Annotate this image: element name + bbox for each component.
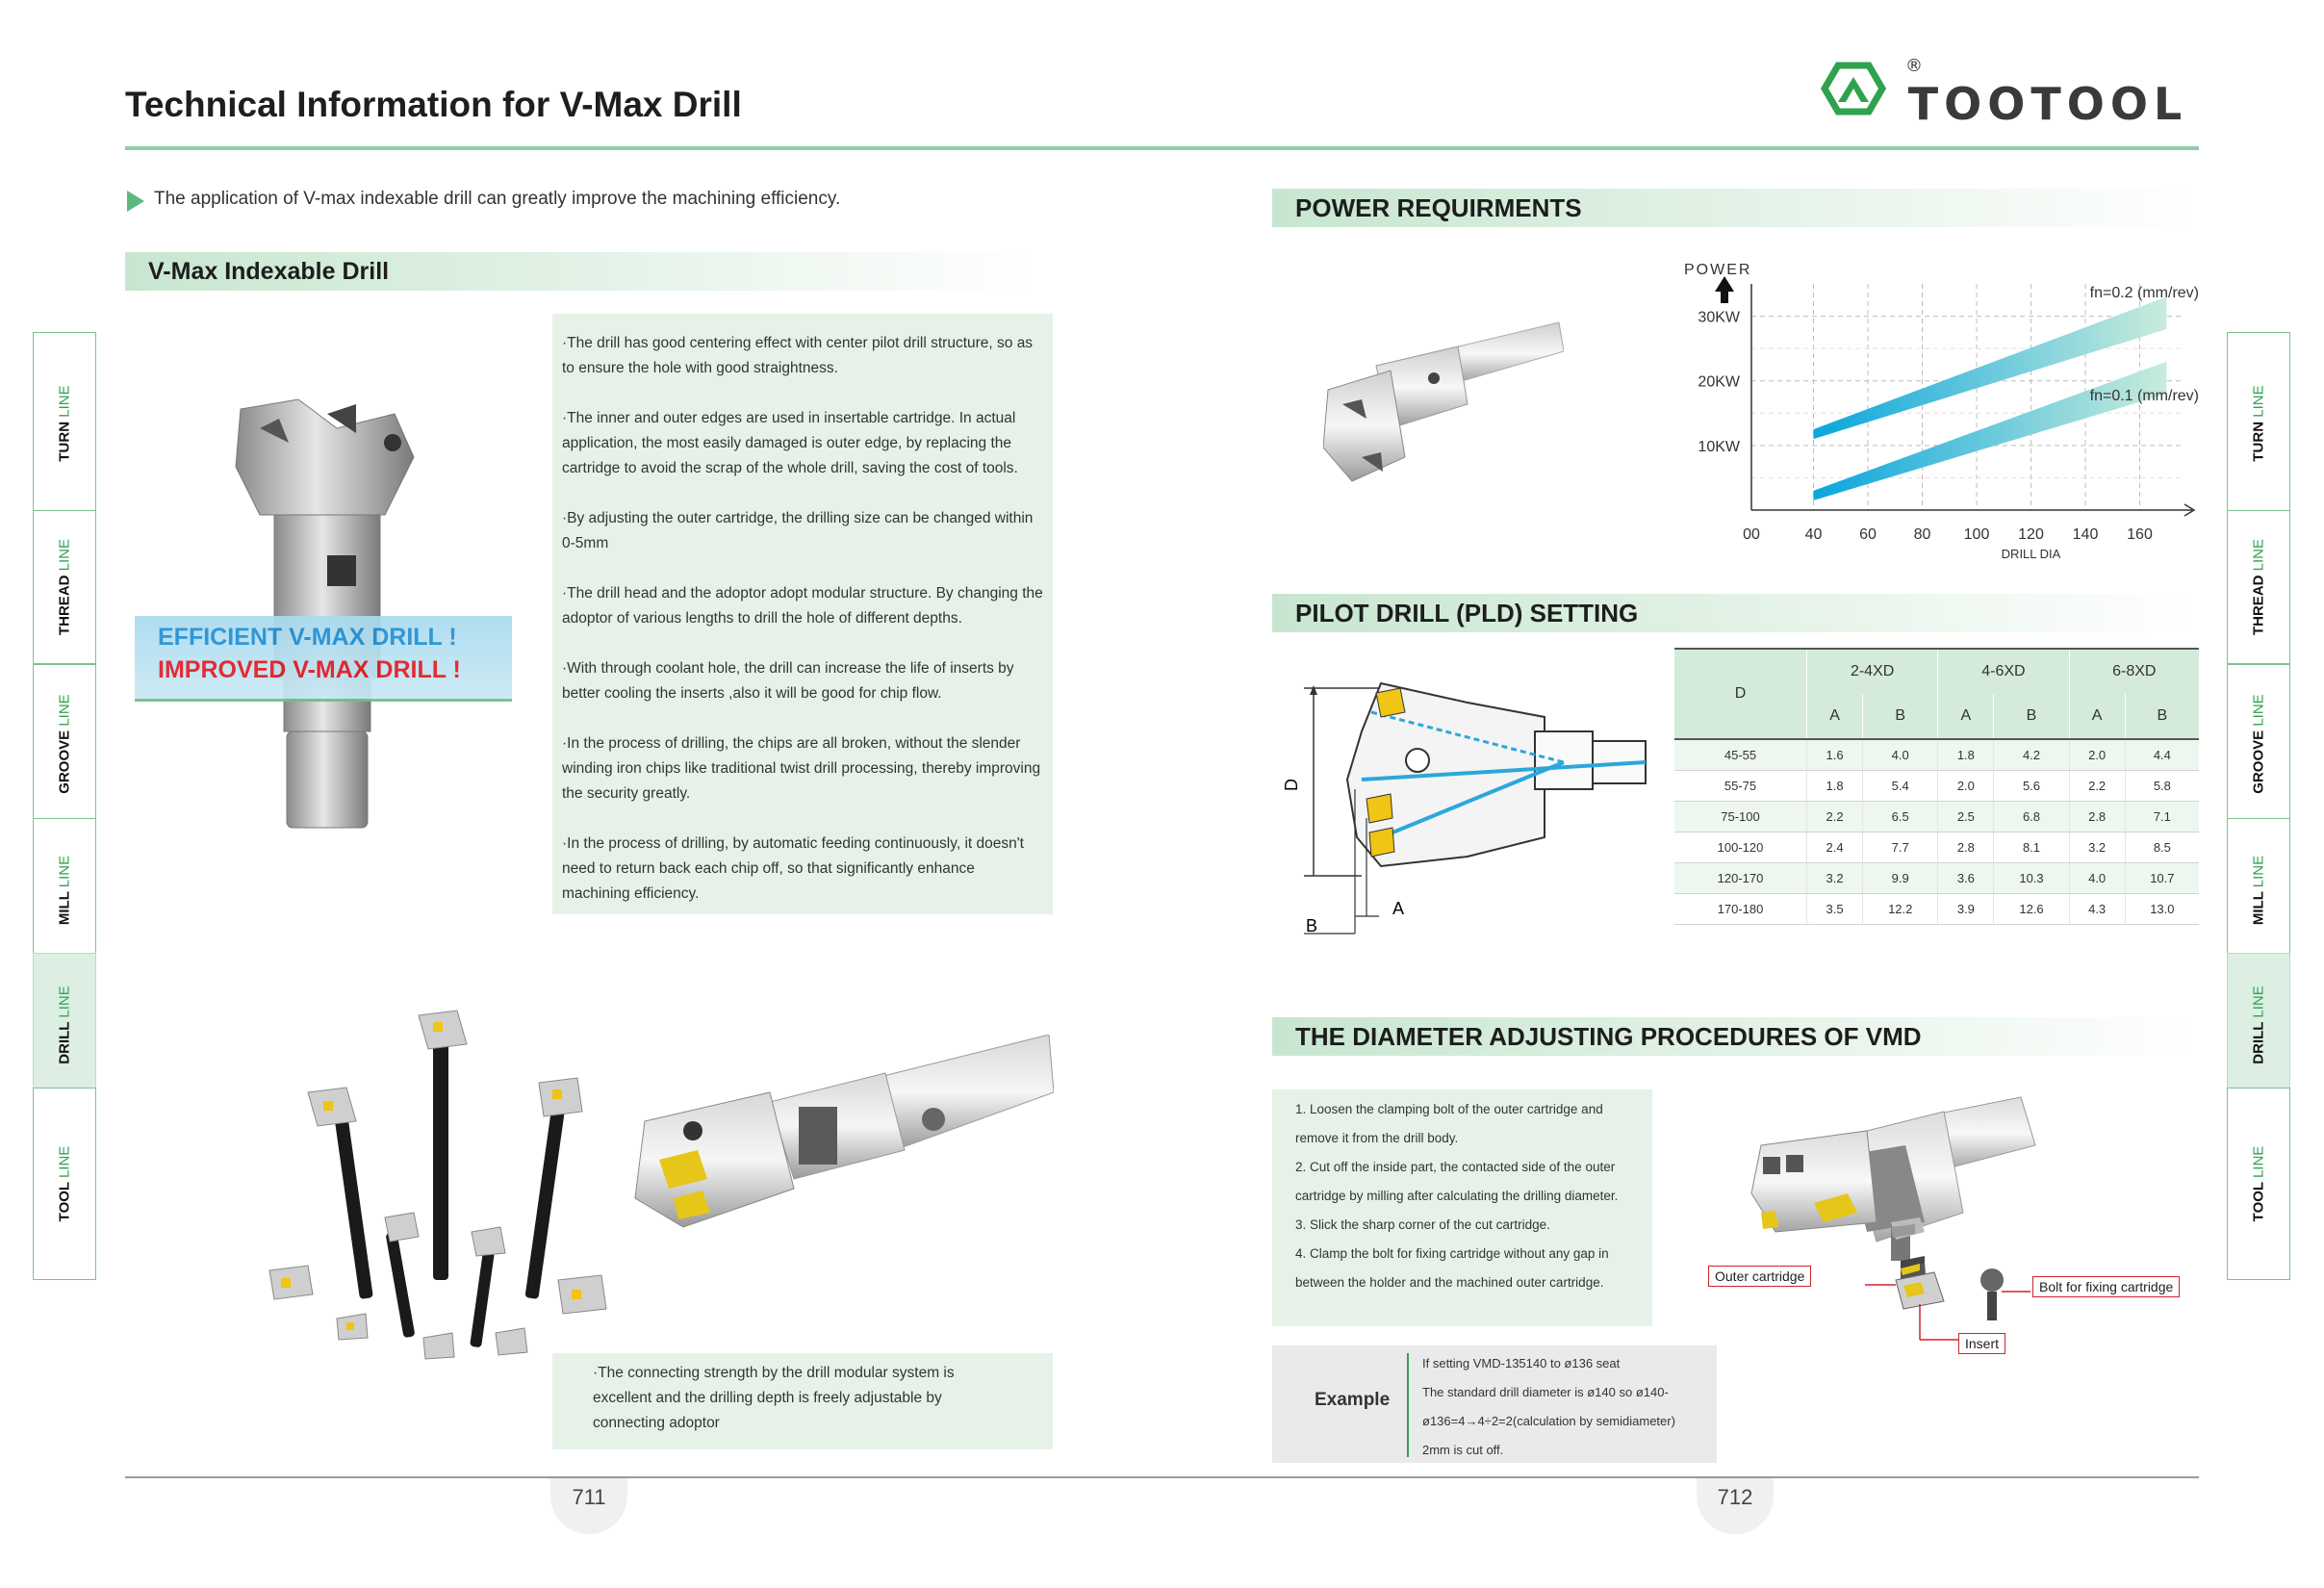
features-text xyxy=(562,331,1043,932)
feature-item: ·By adjusting the outer cartridge, the drilling size can be changed within 0-5mm xyxy=(562,510,1034,551)
feature-item: ·In the process of drilling, by automatic feeding continuously, it doesn't need to return back each chip off, so that significantly enhance machining efficiency. xyxy=(562,835,1024,902)
vmd-step: 3. Slick the sharp corner of the cut cartridge. xyxy=(1295,1217,1550,1232)
features-panel xyxy=(552,314,1053,914)
cell-value: 3.5 xyxy=(1807,894,1863,925)
tab-label-suffix: LINE xyxy=(2250,1145,2267,1179)
cell-value: 6.8 xyxy=(1994,802,2069,832)
x-tick-label: 140 xyxy=(2072,526,2099,543)
tab-label-suffix: LINE xyxy=(2250,538,2267,572)
cell-d: 75-100 xyxy=(1674,802,1807,832)
pld-table-container xyxy=(1674,648,2199,925)
vmax-drill-small-image xyxy=(1323,313,1564,496)
example-line: 2mm is cut off. xyxy=(1422,1443,1504,1457)
col-header-a: A xyxy=(2069,694,2125,739)
feature-item: ·In the process of drilling, the chips are all broken, without the slender winding iron chips like traditional twist drill processing, thereby improving the security greatly. xyxy=(562,735,1041,802)
section-title-pld: PILOT DRILL (PLD) SETTING xyxy=(1272,594,2199,632)
vmd-step: 1. Loosen the clamping bolt of the outer cartridge and remove it from the drill body. xyxy=(1295,1102,1603,1145)
page-number-right: 712 xyxy=(1697,1478,1774,1534)
tab-drill-line[interactable] xyxy=(33,953,96,1097)
section-title-vmax: V-Max Indexable Drill xyxy=(125,252,1039,291)
cell-d: 45-55 xyxy=(1674,739,1807,771)
tab-label-suffix: LINE xyxy=(56,385,73,418)
banner-line-1: EFFICIENT V-MAX DRILL ! xyxy=(158,624,457,651)
registered-mark: ® xyxy=(1905,56,1923,76)
tab-label-main: TURN xyxy=(56,421,73,462)
legend-label: fn=0.1 (mm/rev) xyxy=(2089,388,2199,404)
header-divider xyxy=(125,146,2199,150)
tab-groove-line[interactable] xyxy=(2227,664,2290,823)
tab-label-main: GROOVE xyxy=(56,730,73,794)
table-row xyxy=(1674,863,2199,894)
tab-label xyxy=(2251,986,2267,1063)
tab-label-main: DRILL xyxy=(56,1021,73,1064)
tab-thread-line[interactable] xyxy=(33,510,96,664)
table-row xyxy=(1674,894,2199,925)
cell-value: 10.7 xyxy=(2125,863,2199,894)
feature-item: ·The inner and outer edges are used in insertable cartridge. In actual application, the most easily damaged is outer edge, by replacing the cartridge to avoid the scrap of the whole drill, saving the cost of tools. xyxy=(562,410,1018,476)
col-header-b: B xyxy=(2125,694,2199,739)
x-tick-label: 00 xyxy=(1743,526,1760,543)
dim-b-label: B xyxy=(1306,916,1318,935)
cell-value: 6.5 xyxy=(1863,802,1938,832)
callout-outer-cartridge: Outer cartridge xyxy=(1708,1266,1811,1287)
tab-label xyxy=(2251,1146,2267,1222)
x-tick-label: 160 xyxy=(2127,526,2153,543)
cell-value: 3.2 xyxy=(1807,863,1863,894)
section-title-power: POWER REQUIRMENTS xyxy=(1272,189,2199,227)
tab-label-main: MILL xyxy=(2250,891,2267,926)
tab-label xyxy=(57,385,73,461)
tab-label-main: TOOL xyxy=(2250,1182,2267,1222)
cell-value: 2.5 xyxy=(1938,802,1994,832)
brand-name: TOOTOOL xyxy=(1907,78,2188,130)
y-tick-label: 10KW xyxy=(1698,438,1740,455)
tab-label-suffix: LINE xyxy=(2250,693,2267,727)
cell-value: 5.4 xyxy=(1863,771,1938,802)
modular-note: ·The connecting strength by the drill modular system is excellent and the drilling depth is freely adjustable by connecting adoptor xyxy=(593,1365,955,1431)
cell-value: 4.2 xyxy=(1994,739,2069,771)
vmd-step: 4. Clamp the bolt for fixing cartridge without any gap in between the holder and the machined outer cartridge. xyxy=(1295,1246,1609,1290)
tab-label xyxy=(57,856,73,925)
dim-a-label: A xyxy=(1392,899,1405,918)
cell-value: 8.5 xyxy=(2125,832,2199,863)
tab-label xyxy=(2251,856,2267,925)
chart-labels xyxy=(1684,262,2199,561)
cell-value: 2.4 xyxy=(1807,832,1863,863)
example-line: If setting VMD-135140 to ø136 seat xyxy=(1422,1356,1621,1370)
tab-label xyxy=(2251,385,2267,461)
arrow-right-icon xyxy=(127,191,144,212)
power-arrow-icon xyxy=(1715,276,1734,303)
example-box xyxy=(1272,1345,1717,1463)
vmd-step: 2. Cut off the inside part, the contacted side of the outer cartridge by milling after calculating the drilling diameter. xyxy=(1295,1160,1619,1203)
brand-logo xyxy=(1809,56,2204,133)
dim-d-label: D xyxy=(1282,779,1301,791)
table-row xyxy=(1674,802,2199,832)
cell-d: 120-170 xyxy=(1674,863,1807,894)
cell-value: 1.8 xyxy=(1938,739,1994,771)
modular-drill-image xyxy=(626,1035,1054,1266)
tab-label-suffix: LINE xyxy=(56,1145,73,1179)
table-row xyxy=(1674,771,2199,802)
cell-value: 7.1 xyxy=(2125,802,2199,832)
tab-label-main: THREAD xyxy=(56,575,73,636)
tab-drill-line[interactable] xyxy=(2227,953,2290,1097)
x-tick-label: 80 xyxy=(1913,526,1931,543)
cell-value: 3.9 xyxy=(1938,894,1994,925)
tab-label-suffix: LINE xyxy=(56,986,73,1018)
cell-value: 3.6 xyxy=(1938,863,1994,894)
tab-thread-line[interactable] xyxy=(2227,510,2290,664)
cell-value: 4.0 xyxy=(2069,863,2125,894)
tab-label xyxy=(2251,694,2267,793)
tab-turn-line[interactable] xyxy=(33,332,96,515)
cell-value: 4.3 xyxy=(2069,894,2125,925)
drill-family-image xyxy=(260,1001,645,1386)
tab-label-suffix: LINE xyxy=(56,855,73,888)
page-title: Technical Information for V-Max Drill xyxy=(125,85,742,124)
tab-label-suffix: LINE xyxy=(2250,986,2267,1018)
cell-value: 4.0 xyxy=(1863,739,1938,771)
vmd-steps xyxy=(1295,1095,1642,1297)
cell-value: 13.0 xyxy=(2125,894,2199,925)
tab-turn-line[interactable] xyxy=(2227,332,2290,515)
power-chart xyxy=(1674,255,2199,563)
cell-value: 10.3 xyxy=(1994,863,2069,894)
feature-item: ·The drill head and the adoptor adopt modular structure. By changing the adoptor of various lengths to drill the hole of different depths. xyxy=(562,585,1043,627)
example-label: Example xyxy=(1315,1390,1391,1410)
cell-value: 4.4 xyxy=(2125,739,2199,771)
col-header-b: B xyxy=(1863,694,1938,739)
pld-diagram xyxy=(1275,674,1650,948)
example-text xyxy=(1422,1349,1711,1465)
tab-label-main: DRILL xyxy=(2250,1021,2267,1064)
cell-value: 8.1 xyxy=(1994,832,2069,863)
y-axis-title: POWER xyxy=(1684,262,1752,278)
col-header-a: A xyxy=(1807,694,1863,739)
banner-line-2: IMPROVED V-MAX DRILL ! xyxy=(158,656,461,683)
pld-table xyxy=(1674,648,2199,925)
page-number-left: 711 xyxy=(550,1478,627,1534)
vmd-steps-panel xyxy=(1272,1089,1652,1326)
callout-insert: Insert xyxy=(1958,1333,2005,1354)
tab-label-main: MILL xyxy=(56,891,73,926)
modular-note-panel xyxy=(552,1353,1053,1449)
x-axis-title: DRILL DIA xyxy=(2001,547,2061,561)
tab-label-suffix: LINE xyxy=(2250,855,2267,888)
tootool-logo-icon xyxy=(1809,56,2204,133)
cell-value: 3.2 xyxy=(2069,832,2125,863)
x-tick-label: 100 xyxy=(1963,526,1990,543)
promo-banner xyxy=(135,616,512,702)
feature-item: ·With through coolant hole, the drill can increase the life of inserts by better cooling the inserts ,also it will be good for chip flow. xyxy=(562,660,1014,702)
example-line: The standard drill diameter is ø140 so ø140- xyxy=(1422,1385,1669,1399)
tab-label-suffix: LINE xyxy=(56,693,73,727)
cell-d: 55-75 xyxy=(1674,771,1807,802)
tab-tool-line[interactable] xyxy=(2227,1088,2290,1280)
col-header-a: A xyxy=(1938,694,1994,739)
tab-mill-line[interactable] xyxy=(33,818,96,962)
cell-value: 2.2 xyxy=(1807,802,1863,832)
pld-table-body xyxy=(1674,739,2199,925)
tab-label-main: TURN xyxy=(2250,421,2267,462)
col-header-d: D xyxy=(1674,649,1807,739)
cell-value: 1.8 xyxy=(1807,771,1863,802)
cell-d: 100-120 xyxy=(1674,832,1807,863)
cell-value: 5.8 xyxy=(2125,771,2199,802)
vmd-diagram xyxy=(1703,1088,2204,1367)
cell-value: 2.8 xyxy=(1938,832,1994,863)
vmax-drill-image xyxy=(221,390,433,832)
cell-value: 9.9 xyxy=(1863,863,1938,894)
col-header-group: 4-6XD xyxy=(1938,649,2069,694)
tab-label xyxy=(57,539,73,635)
x-tick-label: 120 xyxy=(2018,526,2044,543)
footer-divider xyxy=(125,1476,2199,1478)
cell-d: 170-180 xyxy=(1674,894,1807,925)
example-line: ø136=4→4÷2=2(calculation by semidiameter) xyxy=(1422,1414,1675,1428)
tab-label-suffix: LINE xyxy=(56,538,73,572)
cell-value: 2.8 xyxy=(2069,802,2125,832)
tab-label xyxy=(57,986,73,1063)
feature-item: ·The drill has good centering effect with center pilot drill structure, so as to ensure the hole with good straightness. xyxy=(562,335,1034,376)
cell-value: 2.0 xyxy=(2069,739,2125,771)
x-tick-label: 60 xyxy=(1859,526,1877,543)
series-band xyxy=(1814,296,2167,439)
tab-label-suffix: LINE xyxy=(2250,385,2267,418)
callout-bolt: Bolt for fixing cartridge xyxy=(2032,1276,2180,1297)
table-row xyxy=(1674,739,2199,771)
legend-label: fn=0.2 (mm/rev) xyxy=(2089,285,2199,301)
x-tick-label: 40 xyxy=(1804,526,1823,543)
tab-label-main: TOOL xyxy=(56,1182,73,1222)
tab-label-main: THREAD xyxy=(2250,575,2267,636)
col-header-b: B xyxy=(1994,694,2069,739)
table-row xyxy=(1674,832,2199,863)
cell-value: 2.2 xyxy=(2069,771,2125,802)
col-header-group: 6-8XD xyxy=(2069,649,2199,694)
intro-text: The application of V-max indexable drill can greatly improve the machining efficiency. xyxy=(154,189,841,209)
y-tick-label: 30KW xyxy=(1698,309,1740,326)
tab-tool-line[interactable] xyxy=(33,1088,96,1280)
tab-label xyxy=(57,694,73,793)
tab-mill-line[interactable] xyxy=(2227,818,2290,962)
tab-groove-line[interactable] xyxy=(33,664,96,823)
section-title-vmd: THE DIAMETER ADJUSTING PROCEDURES OF VMD xyxy=(1272,1017,2199,1056)
cell-value: 5.6 xyxy=(1994,771,2069,802)
cell-value: 7.7 xyxy=(1863,832,1938,863)
cell-value: 12.2 xyxy=(1863,894,1938,925)
cell-value: 2.0 xyxy=(1938,771,1994,802)
col-header-group: 2-4XD xyxy=(1807,649,1938,694)
tab-label xyxy=(57,1146,73,1222)
cell-value: 1.6 xyxy=(1807,739,1863,771)
cell-value: 12.6 xyxy=(1994,894,2069,925)
tab-label xyxy=(2251,539,2267,635)
tab-label-main: GROOVE xyxy=(2250,730,2267,794)
y-tick-label: 20KW xyxy=(1698,373,1740,391)
example-divider xyxy=(1407,1353,1409,1457)
